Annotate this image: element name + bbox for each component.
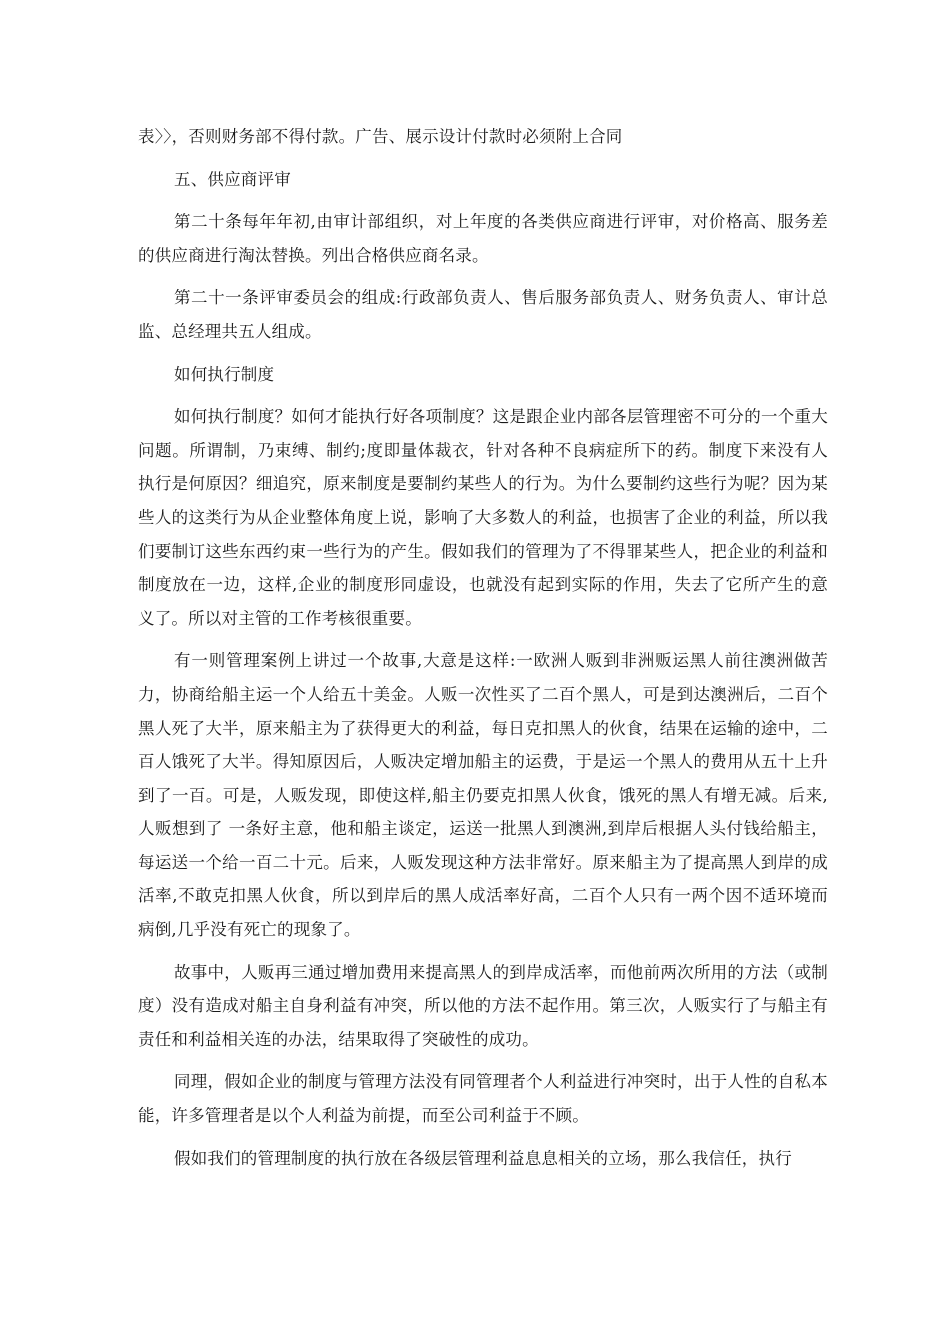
paragraph-body: 同理，假如企业的制度与管理方法没有同管理者个人利益进行冲突时，出于人性的自私本能，许多管理者是以个人利益为前提，而至公司利益于不顾。 (138, 1072, 828, 1126)
document-body (138, 120, 828, 1184)
paragraph-body: 有一则管理案例上讲过一个故事,大意是这样:一欧洲人贩到非洲贩运黑人前往澳洲做苦力，协商给船主运一个人给五十美金。人贩一次性买了二百个黑人，可是到达澳洲后，二百个黑人死了大半，原来船主为了获得更大的利益，每日克扣黑人的伙食，结果在运输的途中，二百人饿死了大半。得知原因后，人贩决定增加船主的运费，于是运一个黑人的费用从五十上升到了一百。可是，人贩发现，即使这样,船主仍要克扣黑人伙食，饿死的黑人有增无减。后来,人贩想到了 一条好主意，他和船主谈定，运送一批黑人到澳洲,到岸后根据人头付钱给船主，每运送一个给一百二十元。后来，人贩发现这种方法非常好。原来船主为了提高黑人到岸的成活率,不敢克扣黑人伙食，所以到岸后的黑人成活率好高，二百个人只有一两个因不适环境而病倒,几乎没有死亡的现象了。 (138, 651, 828, 940)
paragraph-article-21: 第二十一条评审委员会的组成:行政部负责人、售后服务部负责人、财务负责人、审计总监、总经理共五人组成。 (138, 288, 828, 341)
section-heading-execute-system: 如何执行制度 (174, 364, 275, 384)
paragraph-body: 如何执行制度？如何才能执行好各项制度？这是跟企业内部各层管理密不可分的一个重大问题。所谓制，乃束缚、制约;度即量体裁衣，针对各种不良病症所下的药。制度下来没有人执行是何原因？细追究，原来制度是要制约某些人的行为。为什么要制约这些行为呢？因为某些人的这类行为从企业整体角度上说，影响了大多数人的利益，也损害了企业的利益，所以我们要制订这些东西约束一些行为的产生。假如我们的管理为了不得罪某些人，把企业的利益和制度放在一边，这样,企业的制度形同虚设，也就没有起到实际的作用，失去了它所产生的意义了。所以对主管的工作考核很重要。 (138, 407, 828, 628)
paragraph-article-20: 第二十条每年年初,由审计部组织，对上年度的各类供应商进行评审，对价格高、服务差的供应商进行淘汰替换。列出合格供应商名录。 (138, 212, 828, 265)
paragraph-body: 假如我们的管理制度的执行放在各级层管理利益息息相关的立场，那么我信任，执行 (174, 1148, 792, 1168)
section-heading-supplier-review: 五、供应商评审 (174, 169, 291, 189)
paragraph-body: 故事中，人贩再三通过增加费用来提高黑人的到岸成活率，而他前两次所用的方法（或制度）没有造成对船主自身利益有冲突，所以他的方法不起作用。第三次，人贩实行了与船主有责任和利益相关连的办法，结果取得了突破性的成功。 (138, 962, 828, 1049)
paragraph-continuation: 表〉〉，否则财务部不得付款。广告、展示设计付款时必须附上合同 (138, 127, 623, 146)
